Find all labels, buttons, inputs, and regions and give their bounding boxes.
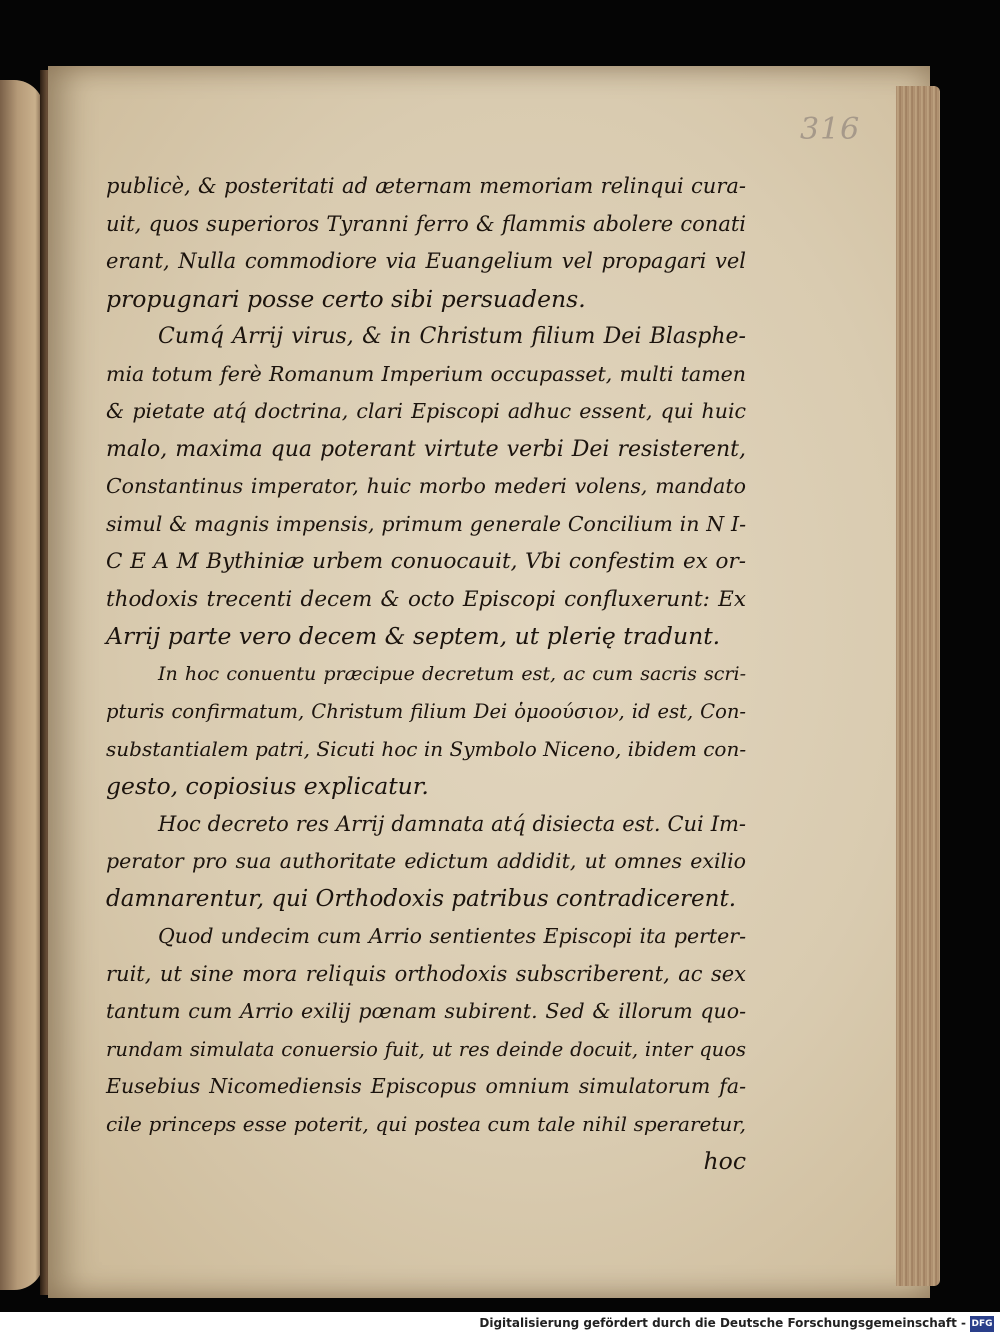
text-line: & pietate atq́ doctrina, clari Episcopi adhuc essent, qui huic [106, 399, 746, 423]
text-line: erant, Nulla commodiore via Euangelium vel propagari vel [106, 249, 746, 273]
text-line: Arrij parte vero decem & septem, ut plerię tradunt. [106, 622, 721, 650]
text-line: malo, maxima qua poterant virtute verbi Dei resisterent, [106, 436, 746, 462]
text-line: uit, quos superioros Tyranni ferro & flammis abolere conati [106, 211, 746, 236]
folio-number: 316 [800, 112, 861, 147]
text-line: tantum cum Arrio exilij pœnam subirent. Sed & illorum quo- [106, 999, 746, 1023]
text-line: simul & magnis impensis, primum generale Concilium in N I- [106, 511, 746, 536]
text-line: thodoxis trecenti decem & octo Episcopi confluxerunt: Ex [106, 586, 746, 612]
text-line: cile princeps esse poterit, qui postea cum tale nihil speraretur, [106, 1111, 746, 1136]
text-line: perator pro sua authoritate edictum addidit, ut omnes exilio [106, 849, 746, 873]
dfg-logo: DFG [970, 1316, 994, 1332]
text-line: pturis confirmatum, Christum filium Dei ὁμοούσιον, id est, Con- [106, 700, 746, 723]
text-line: In hoc conuentu præcipue decretum est, ac cum sacris scri- [158, 662, 746, 685]
funding-notice: Digitalisierung gefördert durch die Deutsche Forschungsgemeinschaft - [479, 1316, 966, 1330]
body-text [106, 168, 746, 1181]
text-line: mia totum ferè Romanum Imperium occupasset, multi tamen [106, 361, 746, 386]
catchword: hoc [703, 1147, 746, 1175]
text-line: propugnari posse certo sibi persuadens. [106, 284, 586, 313]
text-line: rundam simulata conuersio fuit, ut res deinde docuit, inter quos [106, 1037, 746, 1061]
left-page-edge [0, 80, 44, 1290]
text-line: C E A M Bythiniæ urbem conuocauit, Vbi confestim ex or- [106, 549, 746, 574]
text-line: publicè, & posteritati ad æternam memoriam relinqui cura- [106, 174, 746, 198]
page-block-edge [896, 86, 940, 1286]
text-line: Quod undecim cum Arrio sentientes Episcopi ita perter- [158, 924, 746, 948]
text-line: gesto, copiosius explicatur. [106, 772, 429, 800]
text-line: ruit, ut sine mora reliquis orthodoxis subscriberent, ac sex [106, 961, 746, 986]
text-line: Hoc decreto res Arrij damnata atq́ disiecta est. Cui Im- [158, 811, 746, 836]
text-line: Constantinus imperator, huic morbo mederi volens, mandato [106, 474, 746, 498]
text-line: Cumq́ Arrij virus, & in Christum filium Dei Blasphe- [158, 324, 746, 349]
text-line: Eusebius Nicomediensis Episcopus omnium simulatorum fa- [106, 1074, 746, 1098]
footer-bar [0, 1312, 1000, 1337]
text-line: damnarentur, qui Orthodoxis patribus contradicerent. [106, 885, 737, 912]
text-line: substantialem patri, Sicuti hoc in Symbolo Niceno, ibidem con- [106, 736, 747, 761]
